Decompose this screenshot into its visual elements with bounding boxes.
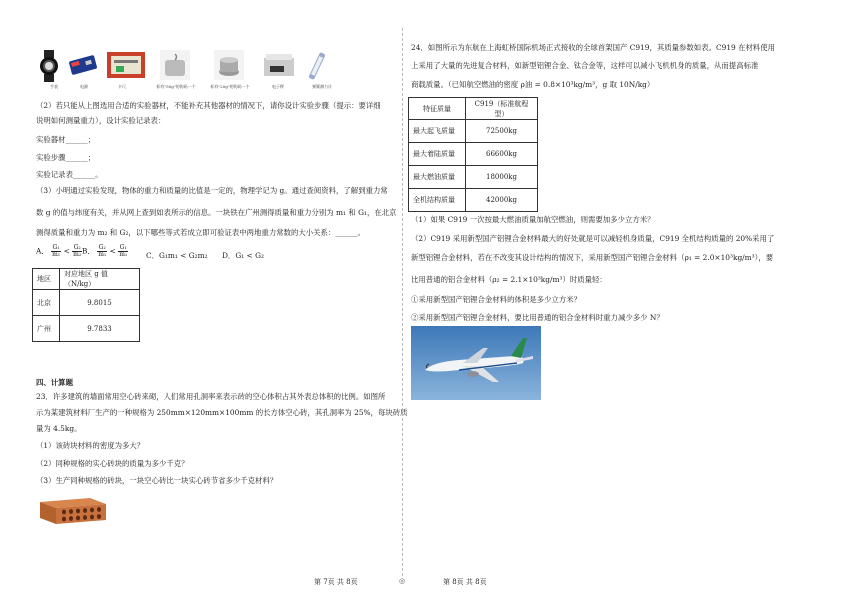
table-cell: 72500kg	[466, 120, 538, 143]
q24-sub2-a: ①采用新型国产铝锂合金材料的体积是多少立方米？	[411, 295, 581, 304]
q24-sub2-line2: 新型铝锂合金材料，若在不改变其设计结构的情况下，采用新型国产铝锂合金材料（ρ₁ = 2.0×10³kg/m³），要	[411, 253, 774, 262]
table-row	[409, 166, 538, 189]
q23-sub1: （1）该砖块材料的密度为多大？	[36, 441, 145, 450]
table-cell: 北京	[33, 290, 60, 316]
weight-icon	[214, 50, 244, 80]
table-cell: 9.8015	[60, 290, 140, 316]
table-cell: 18000kg	[466, 166, 538, 189]
q24-line1: 24．如图所示为东航在上海虹桥国际机场正式接收的全球首架国产 C919，其质量参数如表。C919 在材料使用	[411, 43, 776, 52]
weight-50g-figure	[156, 50, 196, 89]
fraction-a2: $\frac{\text{G₂}}{\text{m₂}}$	[73, 244, 82, 258]
q3-line3: 测得质量和重力为 m₂ 和 G₂，以下哪些等式若成立即可验证表中两地重力常数的大小关系：______。	[36, 228, 365, 237]
q3-line1: （3）小明通过实验发现，物体的重力和质量的比值是一定的，物理学记为 g。通过查阅资料，了解到重力常	[36, 186, 388, 195]
weight-20g-figure	[210, 50, 250, 89]
column-divider	[402, 28, 403, 576]
caption-scale: 电子秤	[272, 84, 284, 89]
table-header-cell: C919（标准航程型）	[466, 98, 538, 120]
caption-power: 电源	[80, 84, 88, 89]
table-row	[409, 120, 538, 143]
caption-weight-20g: 标有"20g"的钩码一个	[210, 84, 250, 89]
q24-sub2-line3: 比用普通的铝合金材料（ρ₂ = 2.1×10³kg/m³）时质量轻：	[411, 275, 607, 284]
table-cell: 最大燃油质量	[409, 166, 466, 189]
table-cell: 42000kg	[466, 189, 538, 212]
caption-spring-scale: 弹簧测力计	[312, 84, 332, 89]
hook-weight-icon	[160, 50, 190, 80]
q24-sub2-b: ②采用新型国产铝锂合金材料，要比用普通的铝合金材料时重力减少多少 N？	[411, 313, 664, 322]
table-cell: 最大着陆质量	[409, 143, 466, 166]
q24-sub2-line1: （2）C919 采用新型国产铝锂合金材料最大的好处就是可以减轻机身质量，C919 全机结构质量的 20%采用了	[411, 234, 775, 243]
q23-line2: 示为某建筑材料厂生产的一种规格为 250mm×120mm×100mm 的长方体空心砖，其孔洞率为 25%，每块砖质	[36, 408, 408, 417]
table-cell: 66600kg	[466, 143, 538, 166]
table-cell: 9.7833	[60, 316, 140, 342]
q23-line3: 量为 4.5kg。	[36, 424, 82, 433]
fraction-a1: $\frac{\text{G₁}}{\text{m₁}}$	[52, 244, 61, 258]
spring-scale-icon	[306, 50, 328, 84]
fraction-b1: $\frac{\text{G₂}}{\text{m₁}}$	[98, 244, 107, 258]
table-header-cell: 特征质量	[409, 98, 466, 120]
table-row	[33, 290, 140, 316]
q24-sub1: （1）如果 C919 一次按最大燃油质量加航空燃油，则需要加多少立方米？	[411, 215, 655, 224]
caliper-icon	[106, 50, 146, 80]
scale-icon	[262, 50, 296, 80]
table-header-cell: 地区	[33, 269, 60, 290]
footer-center-mark: ◎	[399, 577, 406, 585]
hollow-brick-icon	[38, 494, 108, 526]
q24-line2: 上采用了大量的先进复合材料，如新型铝锂合金、钛合金等，这样可以减小飞机机身的质量，从而提高标准	[411, 61, 759, 70]
power-supply-figure	[68, 50, 100, 89]
table-cell: 广州	[33, 316, 60, 342]
table-cell: 最大起飞质量	[409, 120, 466, 143]
c919-airplane-photo	[411, 326, 541, 400]
q24-line3: 商载质量。（已知航空燃油的密度 ρ油 = 0.8×10³kg/m³，g 取 10N/kg）	[411, 80, 655, 89]
q23-sub3: （3）生产同种规格的砖块，一块空心砖比一块实心砖节省多少千克材料？	[36, 476, 278, 485]
table-row	[409, 143, 538, 166]
caliper-figure	[106, 50, 146, 89]
q3-option-d: D．G₁ < G₂	[222, 251, 264, 260]
q2-line1: （2）若只能从上图选用合适的实验器材，不能补充其他器材的情况下，请你设计实验步骤（提示：要详细	[36, 101, 381, 110]
footer-left-page-number: 第 7页 共 8页	[314, 578, 358, 586]
g-value-table	[32, 268, 140, 342]
table-header-row	[409, 98, 538, 120]
q23-line1: 23．许多建筑的墙面常用空心砖来砌，人们常用孔洞率来表示砖的空心体积占其外表总体积的比例。如图所	[36, 392, 386, 401]
table-header-row	[33, 269, 140, 290]
footer-right-page-number: 第 8页 共 8页	[443, 578, 487, 586]
fraction-b2: $\frac{\text{G₁}}{\text{m₁}}$	[119, 244, 128, 258]
caption-watch: 手表	[50, 84, 58, 89]
section-title: 四、计算题	[36, 378, 73, 387]
battery-icon	[68, 50, 100, 80]
q23-sub2: （2）同种规格的实心砖块的质量为多少千克？	[36, 459, 189, 468]
table-header-cell: 对应地区 g 值（N/kg）	[60, 269, 140, 290]
watch-icon	[38, 50, 60, 82]
q2-steps-blank: 实验步骤______；	[36, 153, 96, 162]
q2-line2: 说明如何测量重力），设计实验记录表：	[36, 116, 166, 125]
q3-option-b: B． $\frac{\text{G₂}}{\text{m₁}}$ < $\frac{\text{G₁}}{\text{m₁}}$	[82, 244, 128, 258]
q2-equipment-blank: 实验器材______；	[36, 135, 96, 144]
q3-option-a: A． $\frac{\text{G₁}}{\text{m₁}}$ < $\frac{\text{G₂}}{\text{m₂}}$	[36, 244, 82, 258]
table-cell: 全机结构质量	[409, 189, 466, 212]
spring-scale-figure	[306, 50, 332, 89]
caption-caliper: 卡尺	[118, 84, 126, 89]
q2-record-blank: 实验记录表______。	[36, 170, 103, 179]
q3-option-c: C．G₁m₁ < G₂m₂	[146, 251, 208, 260]
table-row	[33, 316, 140, 342]
watch-figure	[38, 50, 60, 89]
table-row	[409, 189, 538, 212]
q3-line2: 数 g 的值与纬度有关，并从网上查到如表所示的信息。一块铁在广州测得质量和重力分别为 m₁ 和 G₁，在北京	[36, 208, 397, 217]
c919-mass-table	[408, 97, 538, 212]
caption-weight-50g: 标有"50g"的钩码一个	[156, 84, 196, 89]
electronic-scale-figure	[262, 50, 296, 89]
